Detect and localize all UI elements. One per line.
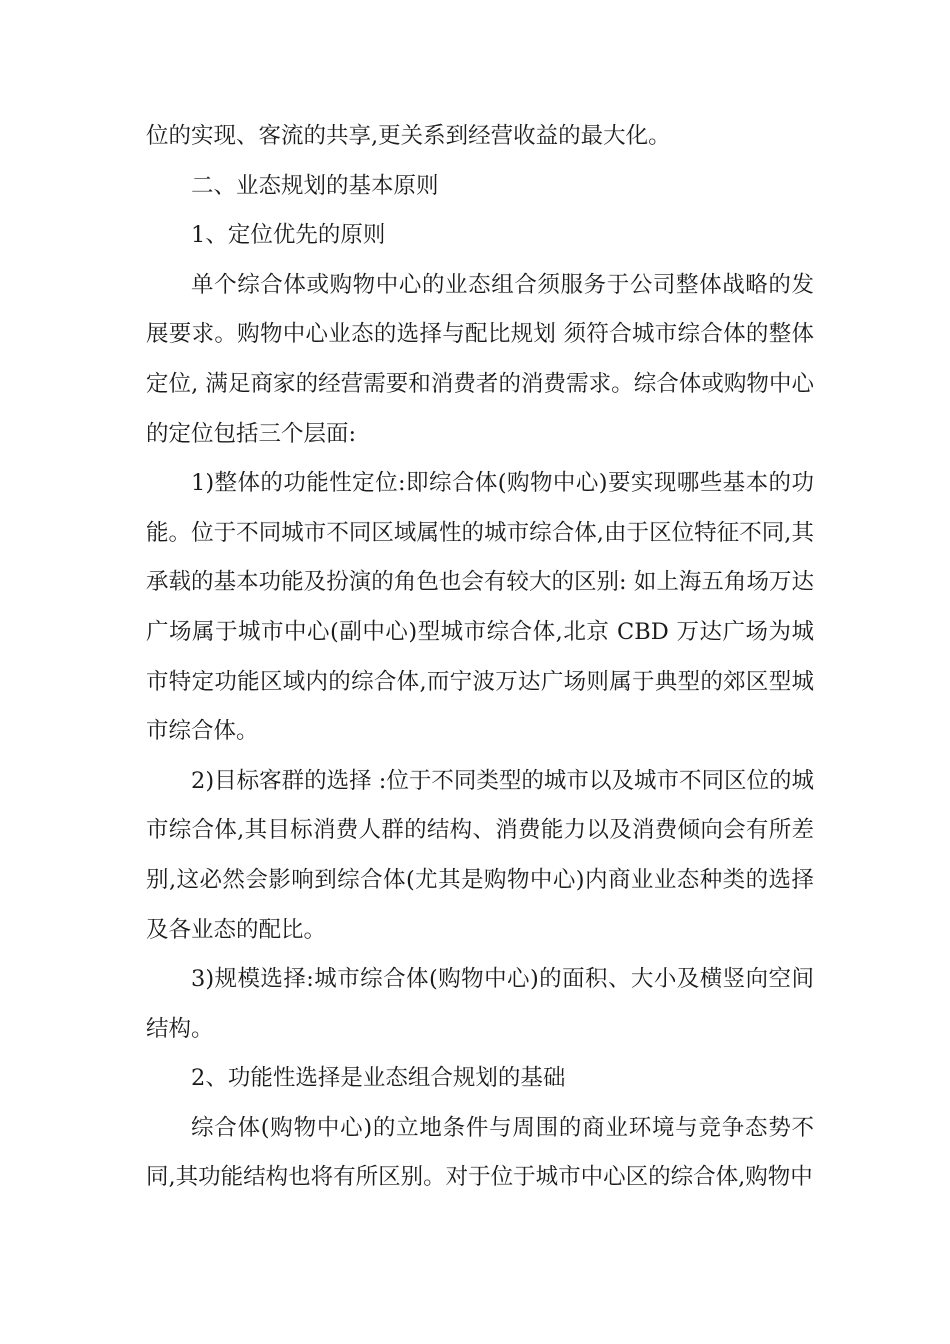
document-body (146, 112, 814, 1203)
list-item-positioning: 1)整体的功能性定位:即综合体(购物中心)要实现哪些基本的功能。位于不同城市不同区域属性的城市综合体,由于区位特征不同,其承载的基本功能及扮演的角色也会有较大的区别: 如上海五角场万达广场属于城市中心(副中心)型城市综合体,北京 CBD 万达广场为城市特定功能区域内的综合体,而宁波万达广场则属于典型的郊区型城市综合体。 (146, 470, 814, 745)
subsection-heading-2: 2、功能性选择是业态组合规划的基础 (191, 1065, 566, 1092)
list-item-scale: 3)规模选择:城市综合体(购物中心)的面积、大小及横竖向空间结构。 (146, 966, 814, 1042)
list-item-target-customers: 2)目标客群的选择 :位于不同类型的城市以及城市不同区位的城市综合体,其目标消费人群的结构、消费能力以及消费倾向会有所差别,这必然会影响到综合体(尤其是购物中心)内商业业态种类的选择及各业态的配比。 (146, 767, 814, 943)
body-paragraph: 综合体(购物中心)的立地条件与周围的商业环境与竞争态势不同,其功能结构也将有所区别。对于位于城市中心区的综合体,购物中 (146, 1114, 814, 1191)
section-heading-2: 二、业态规划的基本原则 (191, 172, 439, 199)
subsection-heading-1: 1、定位优先的原则 (191, 222, 386, 249)
body-paragraph: 单个综合体或购物中心的业态组合须服务于公司整体战略的发展要求。购物中心业态的选择与配比规划 须符合城市综合体的整体定位, 满足商家的经营需要和消费者的消费需求。综合体或购物中心的定位包括三个层面: (146, 271, 814, 447)
paragraph-continuation: 位的实现、客流的共享,更关系到经营收益的最大化。 (146, 123, 671, 149)
